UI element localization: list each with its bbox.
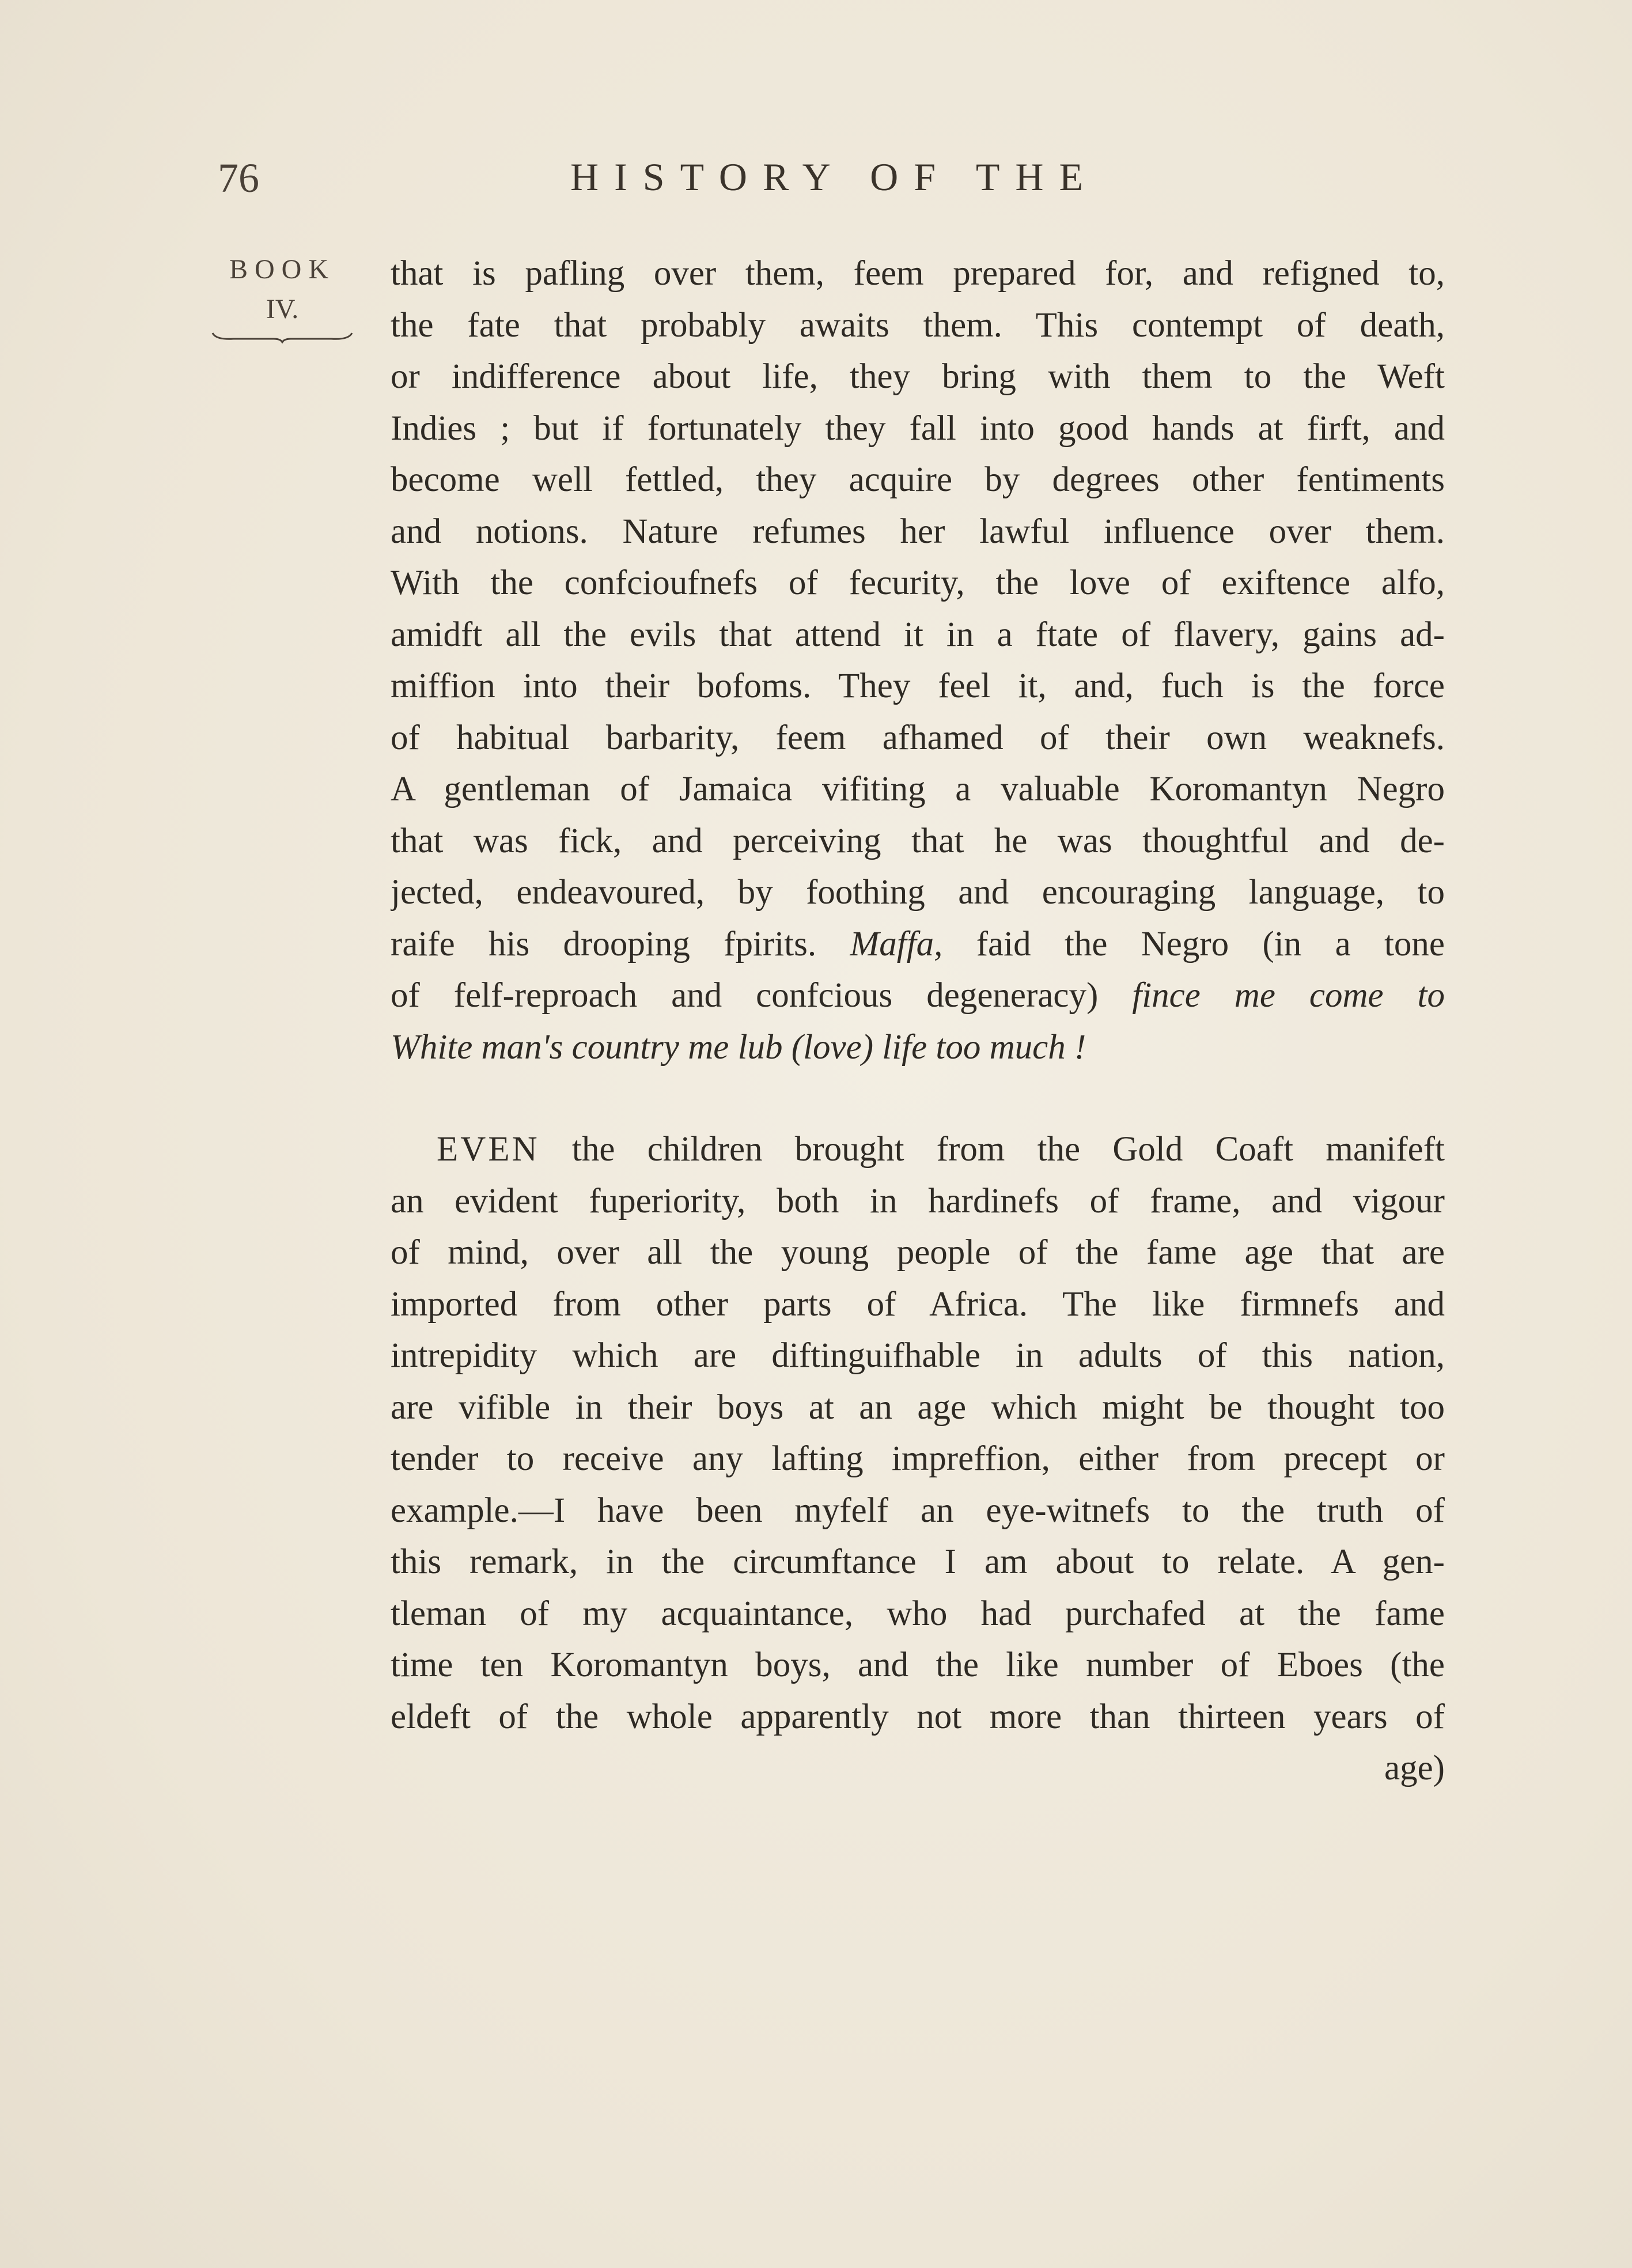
text-line: miffion into their bofoms. They feel it, and, fuch is the force (391, 667, 1445, 705)
italic-word-massa: Maffa, (850, 924, 943, 963)
text-line: intrepidity which are diftinguifhable in adults of this nation, (391, 1336, 1445, 1375)
text-line: become well fettled, they acquire by degrees other fentiments (391, 460, 1445, 499)
text-line: time ten Koromantyn boys, and the like number of Eboes (the (391, 1646, 1445, 1684)
text-segment: raife his drooping fpirits. (391, 924, 817, 963)
running-head: HISTORY OF THE (570, 155, 1099, 199)
text-line: or indifference about life, they bring with them to the Weft (391, 357, 1445, 396)
text-line: Indies ; but if fortunately they fall into good hands at firft, and (391, 409, 1445, 448)
text-line: tleman of my acquaintance, who had purchafed at the fame (391, 1594, 1445, 1633)
paragraph-break (391, 1073, 1445, 1124)
text-line: that was fick, and perceiving that he was thoughtful and de- (391, 821, 1445, 860)
text-line: With the confcioufnefs of fecurity, the love of exiftence alfo, (391, 564, 1445, 602)
text-segment: of felf-reproach and confcious degeneracy) (391, 976, 1133, 1015)
lead-word: EVEN (437, 1130, 540, 1169)
quoted-speech: fince me come to (1132, 976, 1445, 1015)
catchword: age) (1384, 1749, 1445, 1787)
text-line: this remark, in the circumftance I am about to relate. A gen- (391, 1543, 1445, 1581)
text-line: the fate that probably awaits them. This contempt of death, (391, 305, 1445, 345)
text-line: and notions. Nature refumes her lawful influence over them. (391, 512, 1445, 551)
text-line: tender to receive any lafting impreffion, either from precept or (391, 1439, 1445, 1478)
text-line: of mind, over all the young people of the fame age that are (391, 1233, 1445, 1272)
text-line (391, 970, 1445, 1022)
text-line: A gentleman of Jamaica vifiting a valuable Koromantyn Negro (391, 770, 1445, 808)
text-line: an evident fuperiority, both in hardinefs of frame, and vigour (391, 1181, 1445, 1220)
page-number: 76 (218, 155, 259, 201)
margin-note (207, 254, 357, 343)
text-line: eldeft of the whole apparently not more than thirteen years of (391, 1697, 1445, 1736)
text-line (391, 1022, 1445, 1073)
text-line (391, 918, 1445, 970)
text-line: that is pafling over them, feem prepared for, and refigned to, (391, 254, 1445, 293)
text-line: amidft all the evils that attend it in a ftate of flavery, gains ad- (391, 615, 1445, 654)
margin-book-label: BOOK (229, 254, 335, 285)
text-line: are vifible in their boys at an age which might be thought too (391, 1388, 1445, 1427)
text-line: imported from other parts of Africa. The like firmnefs and (391, 1284, 1445, 1324)
text-line: of habitual barbarity, feem afhamed of their own weaknefs. (391, 718, 1445, 757)
quoted-speech: White man's country me lub (love) life too much ! (391, 1027, 1086, 1067)
text-line: jected, endeavoured, by foothing and encouraging language, to (391, 873, 1445, 912)
text-line (391, 1124, 1445, 1175)
text-segment: faid the Negro (in a tone (942, 924, 1445, 963)
text-line: example.—I have been myfelf an eye-witnefs to the truth of (391, 1491, 1445, 1530)
body-text (391, 248, 1445, 1794)
text-segment: the children brought from the Gold Coaft manifeft (539, 1130, 1445, 1169)
margin-brace-icon (210, 331, 354, 343)
margin-volume-label: IV. (266, 294, 299, 324)
